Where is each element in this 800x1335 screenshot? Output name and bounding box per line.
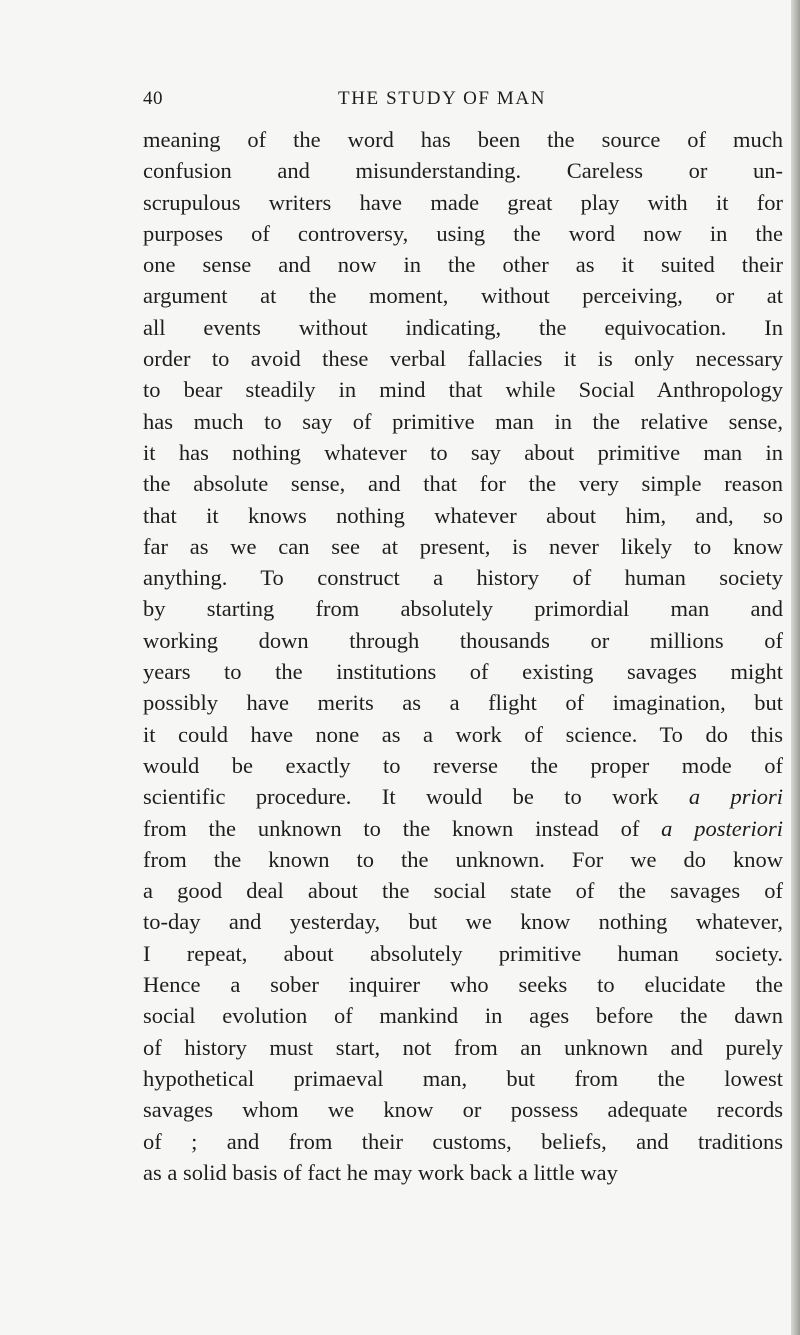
text-line: [143, 1126, 783, 1157]
text-line: [143, 750, 783, 781]
text-line: [143, 437, 783, 468]
text-line: [143, 280, 783, 311]
text-segment: purposes of controversy, using the word now in the: [143, 220, 783, 246]
text-line: [143, 969, 783, 1000]
text-line: [143, 781, 783, 812]
text-line: [143, 187, 783, 218]
text-segment: working down through thousands or millions of: [143, 627, 783, 653]
text-segment: to-day and yesterday, but we know nothing whatever,: [143, 909, 783, 935]
text-line: [143, 593, 783, 624]
text-line: [143, 312, 783, 343]
text-segment: it has nothing whatever to say about primitive man in: [143, 439, 783, 465]
text-line: [143, 1032, 783, 1063]
text-line: [143, 625, 783, 656]
text-segment: as a solid basis of fact he may work back a little way: [143, 1159, 618, 1185]
text-segment: hypothetical primaeval man, but from the lowest: [143, 1065, 783, 1091]
text-segment: savages whom we know or possess adequate records: [143, 1097, 783, 1123]
text-line: [143, 844, 783, 875]
body-text: [143, 124, 783, 1188]
text-line: [143, 155, 783, 186]
running-head: [0, 88, 800, 116]
text-line: [143, 124, 783, 155]
text-segment: one sense and now in the other as it suited their: [143, 252, 783, 278]
page-number: 40: [143, 88, 163, 109]
text-segment: of history must start, not from an unknown and purely: [143, 1034, 783, 1060]
text-line: [143, 249, 783, 280]
italic-phrase: a priori: [688, 784, 783, 810]
text-segment: confusion and misunderstanding. Careless or un-: [143, 158, 783, 184]
text-segment: Hence a sober inquirer who seeks to elucidate the: [143, 972, 783, 998]
text-segment: far as we can see at present, is never likely to know: [143, 533, 783, 559]
italic-phrase: a posteriori: [661, 815, 783, 841]
text-segment: to bear steadily in mind that while Social Anthropology: [143, 377, 783, 403]
text-segment: has much to say of primitive man in the relative sense,: [143, 408, 783, 434]
text-segment: it could have none as a work of science. To do this: [143, 721, 783, 747]
text-segment: I repeat, about absolutely primitive human society.: [143, 940, 783, 966]
text-segment: by starting from absolutely primordial man and: [143, 596, 783, 622]
text-segment: from the known to the unknown. For we do know: [143, 846, 783, 872]
text-segment: years to the institutions of existing savages might: [143, 659, 783, 685]
text-line: [143, 938, 783, 969]
text-segment: meaning of the word has been the source of much: [143, 127, 783, 152]
text-line: [143, 1063, 783, 1094]
text-line: [143, 406, 783, 437]
text-segment: of ; and from their customs, beliefs, and traditions: [143, 1128, 783, 1154]
text-segment: argument at the moment, without perceiving, or at: [143, 283, 783, 309]
text-segment: a good deal about the social state of the savages of: [143, 878, 783, 904]
text-line: [143, 813, 783, 844]
text-segment: social evolution of mankind in ages before the dawn: [143, 1003, 783, 1029]
text-line: [143, 562, 783, 593]
text-line: [143, 374, 783, 405]
text-line: [143, 875, 783, 906]
text-line: [143, 500, 783, 531]
text-line: [143, 687, 783, 718]
text-segment: the absolute sense, and that for the very simple reason: [143, 471, 783, 497]
text-line: [143, 1157, 783, 1188]
text-segment: order to avoid these verbal fallacies it is only necessary: [143, 346, 783, 372]
text-line: [143, 218, 783, 249]
page-edge: [791, 0, 800, 1335]
text-line: [143, 531, 783, 562]
text-line: [143, 1094, 783, 1125]
text-line: [143, 343, 783, 374]
text-segment: from the unknown to the known instead of: [143, 815, 662, 841]
running-head-title: THE STUDY OF MAN: [338, 88, 547, 109]
text-segment: scrupulous writers have made great play with it for: [143, 189, 783, 215]
text-line: [143, 468, 783, 499]
text-segment: scientific procedure. It would be to work: [143, 784, 689, 810]
text-line: [143, 719, 783, 750]
text-segment: anything. To construct a history of human society: [143, 565, 783, 591]
text-segment: that it knows nothing whatever about him, and, so: [143, 502, 783, 528]
text-segment: possibly have merits as a flight of imagination, but: [143, 690, 783, 716]
text-segment: would be exactly to reverse the proper mode of: [143, 752, 783, 778]
text-line: [143, 906, 783, 937]
text-line: [143, 1000, 783, 1031]
text-line: [143, 656, 783, 687]
text-segment: all events without indicating, the equivocation. In: [143, 314, 783, 340]
